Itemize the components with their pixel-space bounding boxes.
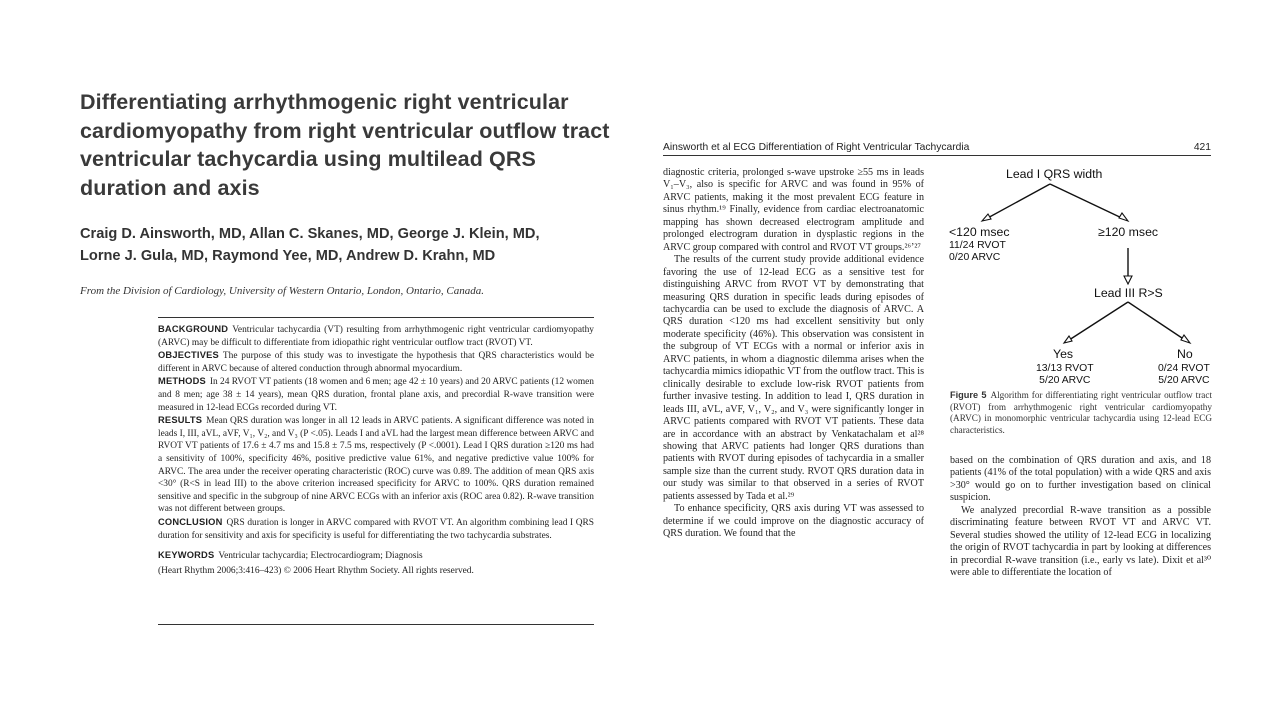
abstract-methods: [158, 375, 594, 414]
body-column-left: [663, 167, 924, 580]
abstract-results: [158, 414, 594, 516]
narrow-qrs-counts: [949, 240, 1006, 265]
node-lead-i-qrs-width: Lead I QRS width: [1006, 167, 1103, 181]
affiliation: From the Division of Cardiology, University of Western Ontario, London, Ontario, Canada.: [80, 285, 484, 297]
section-text: Mean QRS duration was longer in all 12 leads in ARVC patients. A significant difference was noted in leads I, III, aVL, aVF, V₁, V₂, and V₃ (P <.05). Leads I and aVL had the largest mean difference between ARVC and RVOT VT patients of 17.6 ± 4.7 ms and 15.8 ± 7.5 ms, respectively (P <.0001). Lead I QRS duration ≥120 ms had a sensitivity of 100%, specificity 46%, positive predictive value 61%, and negative predictive value 100% for ARVC. The area under the receiver operating characteristic (ROC) curve was 0.89. The addition of mean QRS axis <30° (R<S in lead III) to the above criterion increased specificity for ARVC to 100%. QRS duration remained sensitive and specific in the subgroup of nine ARVC ECGs with an inferior axis (ROC area 0.82). R-wave transition was not different between groups.: [158, 416, 594, 515]
section-heading: METHODS: [158, 376, 206, 387]
title-line: Differentiating arrhythmogenic right ventricular: [80, 90, 569, 114]
yes-counts: [1036, 363, 1094, 388]
section-heading: OBJECTIVES: [158, 350, 219, 361]
node-lead-iii: Lead III R>S: [1094, 286, 1163, 300]
author-line: Craig D. Ainsworth, MD, Allan C. Skanes, MD, George J. Klein, MD,: [80, 226, 540, 242]
abstract-background: [158, 323, 594, 349]
section-text: QRS duration is longer in ARVC compared with RVOT VT. An algorithm combining lead I QRS duration for sensitivity and axis for specificity is useful for differentiating the two tachycardia substrates.: [158, 517, 594, 541]
arrowhead-icon: [1064, 336, 1072, 343]
paragraph: diagnostic criteria, prolonged s-wave upstroke ≥55 ms in leads V₁–V₃, also is specific for ARVC and was found in 95% of ARVC patients, making it the most prevalent ECG feature in sinus rhythm.¹⁹ Finally, evidence from cardiac electroanatomic mapping has shown decreased electrogram amplitude and prolonged electrogram duration in dysplastic regions in the ARVC group compared with control and RVOT VT groups.²⁶ʼ²⁷: [663, 167, 924, 253]
node-yes: Yes: [1053, 347, 1074, 361]
figure-caption: [950, 390, 1212, 436]
section-heading: CONCLUSION: [158, 516, 223, 527]
body-column-right: [950, 455, 1211, 583]
citation-line: (Heart Rhythm 2006;3:416–423) © 2006 Heart Rhythm Society. All rights reserved.: [158, 565, 474, 576]
section-heading: BACKGROUND: [158, 324, 229, 334]
node-no: No: [1177, 347, 1193, 361]
count-line: 5/20 ARVC: [1039, 375, 1091, 387]
count-line: 0/24 RVOT: [1158, 363, 1210, 374]
arrow-to-no: [1128, 302, 1188, 342]
paper-title: [80, 88, 640, 202]
count-line: 11/24 RVOT: [949, 240, 1006, 251]
no-counts: [1158, 363, 1210, 388]
algorithm-figure: [940, 160, 1220, 388]
title-line: cardiomyopathy from right ventricular outflow tract: [80, 118, 610, 143]
running-head-rule: [663, 155, 1211, 156]
paragraph: based on the combination of QRS duration and axis, and 18 patients (41% of the total population) with a wide QRS and axis >30° would go on to further investigation based on clinical suspicion.: [950, 455, 1211, 504]
arrow-to-wide-qrs: [1050, 184, 1126, 220]
author-list: [80, 223, 540, 267]
arrow-to-yes: [1066, 302, 1128, 342]
caption-text: Algorithm for differentiating right ventricular outflow tract (RVOT) from arrhythmogenic right ventricular cardiomyopathy (ARVC) in monomorphic ventricular tachycardia using 12-lead ECG characteristics.: [950, 390, 1212, 435]
section-heading: KEYWORDS: [158, 550, 215, 561]
paragraph: We analyzed precordial R-wave transition as a possible discriminating feature between RVOT VT and ARVC VT. Several studies showed the utility of 12-lead ECG in localizing the origin of RVOT tachycardia in part by looking at differences in precordial R-wave transition (i.e., early vs late). Dixit et al³⁰ were able to differentiate the location of: [950, 504, 1211, 579]
section-text: In 24 RVOT VT patients (18 women and 6 men; age 42 ± 10 years) and 20 ARVC patients (12 women and 8 men; age 38 ± 14 years), mean QRS duration, frontal plane axis, and precordial R-wave transition were measured in 12-lead ECGs recorded during VT.: [158, 377, 594, 413]
title-line: duration and axis: [80, 175, 260, 200]
section-heading: RESULTS: [158, 415, 203, 426]
abstract-box: [158, 317, 594, 577]
figure-label: Figure 5: [950, 390, 987, 400]
arrow-to-narrow-qrs: [984, 184, 1050, 220]
abstract-objectives: [158, 349, 594, 375]
count-line: 5/20 ARVC: [1158, 375, 1210, 387]
arrowhead-icon: [1124, 276, 1132, 284]
count-line: 0/20 ARVC: [949, 252, 1001, 264]
paragraph: To enhance specificity, QRS axis during VT was assessed to determine if we could improve on the diagnostic accuracy of QRS duration. We found that the: [663, 503, 924, 540]
node-wide-qrs: ≥120 msec: [1098, 225, 1159, 239]
arrowhead-icon: [982, 214, 991, 221]
page-number: 421: [1193, 142, 1211, 153]
paragraph: The results of the current study provide additional evidence favoring the use of 12-lead ECG as a sensitive test for distinguishing ARVC from RVOT VT by demonstrating that measuring QRS duration in specific leads during episodes of tachycardia can be used to exclude the diagnosis of ARVC. A QRS duration <120 ms had excellent sensitivity but only moderate specificity (46%). This observation was consistent in the subgroup of VT ECGs with a normal or inferior axis in ARVC patients, in whom a diagnostic dilemma arises when the tachycardia mimics idiopathic VT from the outflow tract. This is clinically desirable to exclude low-risk RVOT patients from further invasive testing. In addition to lead I, QRS duration in leads III, aVL, aVF, V₁, V₂, and V₃ were significantly longer in ARVC patients compared with RVOT VT patients. These data are in accordance with an abstract by Venkatachalam et al²⁸ showing that ARVC patients had longer QRS durations than patients with RVOT during episodes of tachycardia in a smaller sample size than the current study. RVOT QRS duration data in our study was similar to that observed in a series of RVOT patients assessed by Tada et al.²⁹: [663, 254, 924, 502]
section-text: Ventricular tachycardia (VT) resulting from arrhythmogenic right ventricular cardiomyopathy (ARVC) may be difficult to differentiate from idiopathic right ventricular outflow tract (RVOT) VT.: [158, 325, 594, 348]
title-line: ventricular tachycardia using multilead QRS: [80, 147, 536, 171]
abstract-keywords: [158, 549, 594, 563]
abstract-conclusion: [158, 516, 594, 542]
author-line: Lorne J. Gula, MD, Raymond Yee, MD, Andrew D. Krahn, MD: [80, 248, 496, 264]
arrowhead-icon: [1181, 335, 1190, 343]
abstract-bottom-rule: [158, 624, 594, 625]
count-line: 13/13 RVOT: [1036, 363, 1094, 374]
node-narrow-qrs: <120 msec: [949, 225, 1010, 239]
arrowhead-icon: [1119, 213, 1128, 221]
section-text: Ventricular tachycardia; Electrocardiogram; Diagnosis: [218, 551, 423, 562]
running-head-text: Ainsworth et al ECG Differentiation of Right Ventricular Tachycardia: [663, 142, 970, 153]
section-text: The purpose of this study was to investigate the hypothesis that QRS characteristics would be different in ARVC because of altered conduction through abnormal myocardium.: [158, 351, 594, 374]
